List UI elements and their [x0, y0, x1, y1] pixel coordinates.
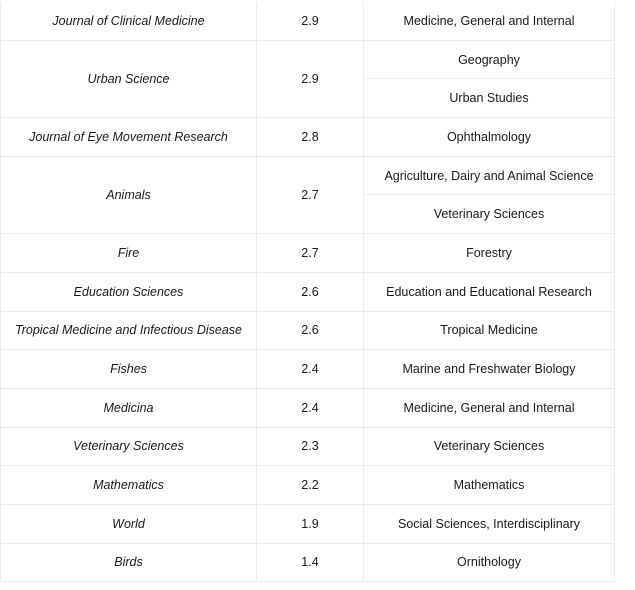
- table-row: [1, 388, 615, 427]
- journal-name-cell: Tropical Medicine and Infectious Disease: [1, 311, 257, 350]
- category-cell: Social Sciences, Interdisciplinary: [364, 504, 615, 543]
- table-row: [1, 40, 615, 79]
- category-cell: Agriculture, Dairy and Animal Science: [364, 156, 615, 195]
- impact-factor-cell: 2.4: [257, 350, 364, 389]
- category-cell: Medicine, General and Internal: [364, 388, 615, 427]
- journal-name-cell: World: [1, 504, 257, 543]
- category-cell: Veterinary Sciences: [364, 427, 615, 466]
- impact-factor-cell: 2.4: [257, 388, 364, 427]
- table-row: [1, 156, 615, 195]
- journal-name-cell: Mathematics: [1, 466, 257, 505]
- impact-factor-cell: 2.6: [257, 272, 364, 311]
- journal-name-cell: Journal of Eye Movement Research: [1, 118, 257, 157]
- impact-factor-cell: 2.7: [257, 156, 364, 233]
- category-cell: Ophthalmology: [364, 118, 615, 157]
- impact-factor-cell: 1.9: [257, 504, 364, 543]
- category-cell: Education and Educational Research: [364, 272, 615, 311]
- category-cell: Geography: [364, 40, 615, 79]
- journal-name-cell: Fire: [1, 234, 257, 273]
- category-cell: Ornithology: [364, 543, 615, 582]
- impact-factor-cell: 2.9: [257, 40, 364, 117]
- impact-factor-cell: 2.6: [257, 311, 364, 350]
- table-row: [1, 2, 615, 40]
- journal-name-cell: Fishes: [1, 350, 257, 389]
- table-row: [1, 311, 615, 350]
- journal-name-cell: Veterinary Sciences: [1, 427, 257, 466]
- category-cell: Mathematics: [364, 466, 615, 505]
- journal-name-cell: Medicina: [1, 388, 257, 427]
- impact-factor-cell: 2.2: [257, 466, 364, 505]
- impact-factor-cell: 2.7: [257, 234, 364, 273]
- category-cell: Veterinary Sciences: [364, 195, 615, 234]
- category-cell: Marine and Freshwater Biology: [364, 350, 615, 389]
- journal-name-cell: Urban Science: [1, 40, 257, 117]
- impact-factor-cell: 1.4: [257, 543, 364, 582]
- journal-impact-table: [0, 2, 615, 582]
- journal-name-cell: Journal of Clinical Medicine: [1, 2, 257, 40]
- impact-factor-cell: 2.3: [257, 427, 364, 466]
- table-row: [1, 466, 615, 505]
- category-cell: Tropical Medicine: [364, 311, 615, 350]
- table-row: [1, 427, 615, 466]
- journal-name-cell: Education Sciences: [1, 272, 257, 311]
- table-body: [1, 2, 615, 582]
- category-cell: Urban Studies: [364, 79, 615, 118]
- category-cell: Medicine, General and Internal: [364, 2, 615, 40]
- journal-name-cell: Animals: [1, 156, 257, 233]
- table-row: [1, 234, 615, 273]
- table-row: [1, 543, 615, 582]
- table-row: [1, 504, 615, 543]
- table-row: [1, 118, 615, 157]
- table-row: [1, 272, 615, 311]
- table-row: [1, 350, 615, 389]
- impact-factor-cell: 2.9: [257, 2, 364, 40]
- category-cell: Forestry: [364, 234, 615, 273]
- impact-factor-cell: 2.8: [257, 118, 364, 157]
- journal-name-cell: Birds: [1, 543, 257, 582]
